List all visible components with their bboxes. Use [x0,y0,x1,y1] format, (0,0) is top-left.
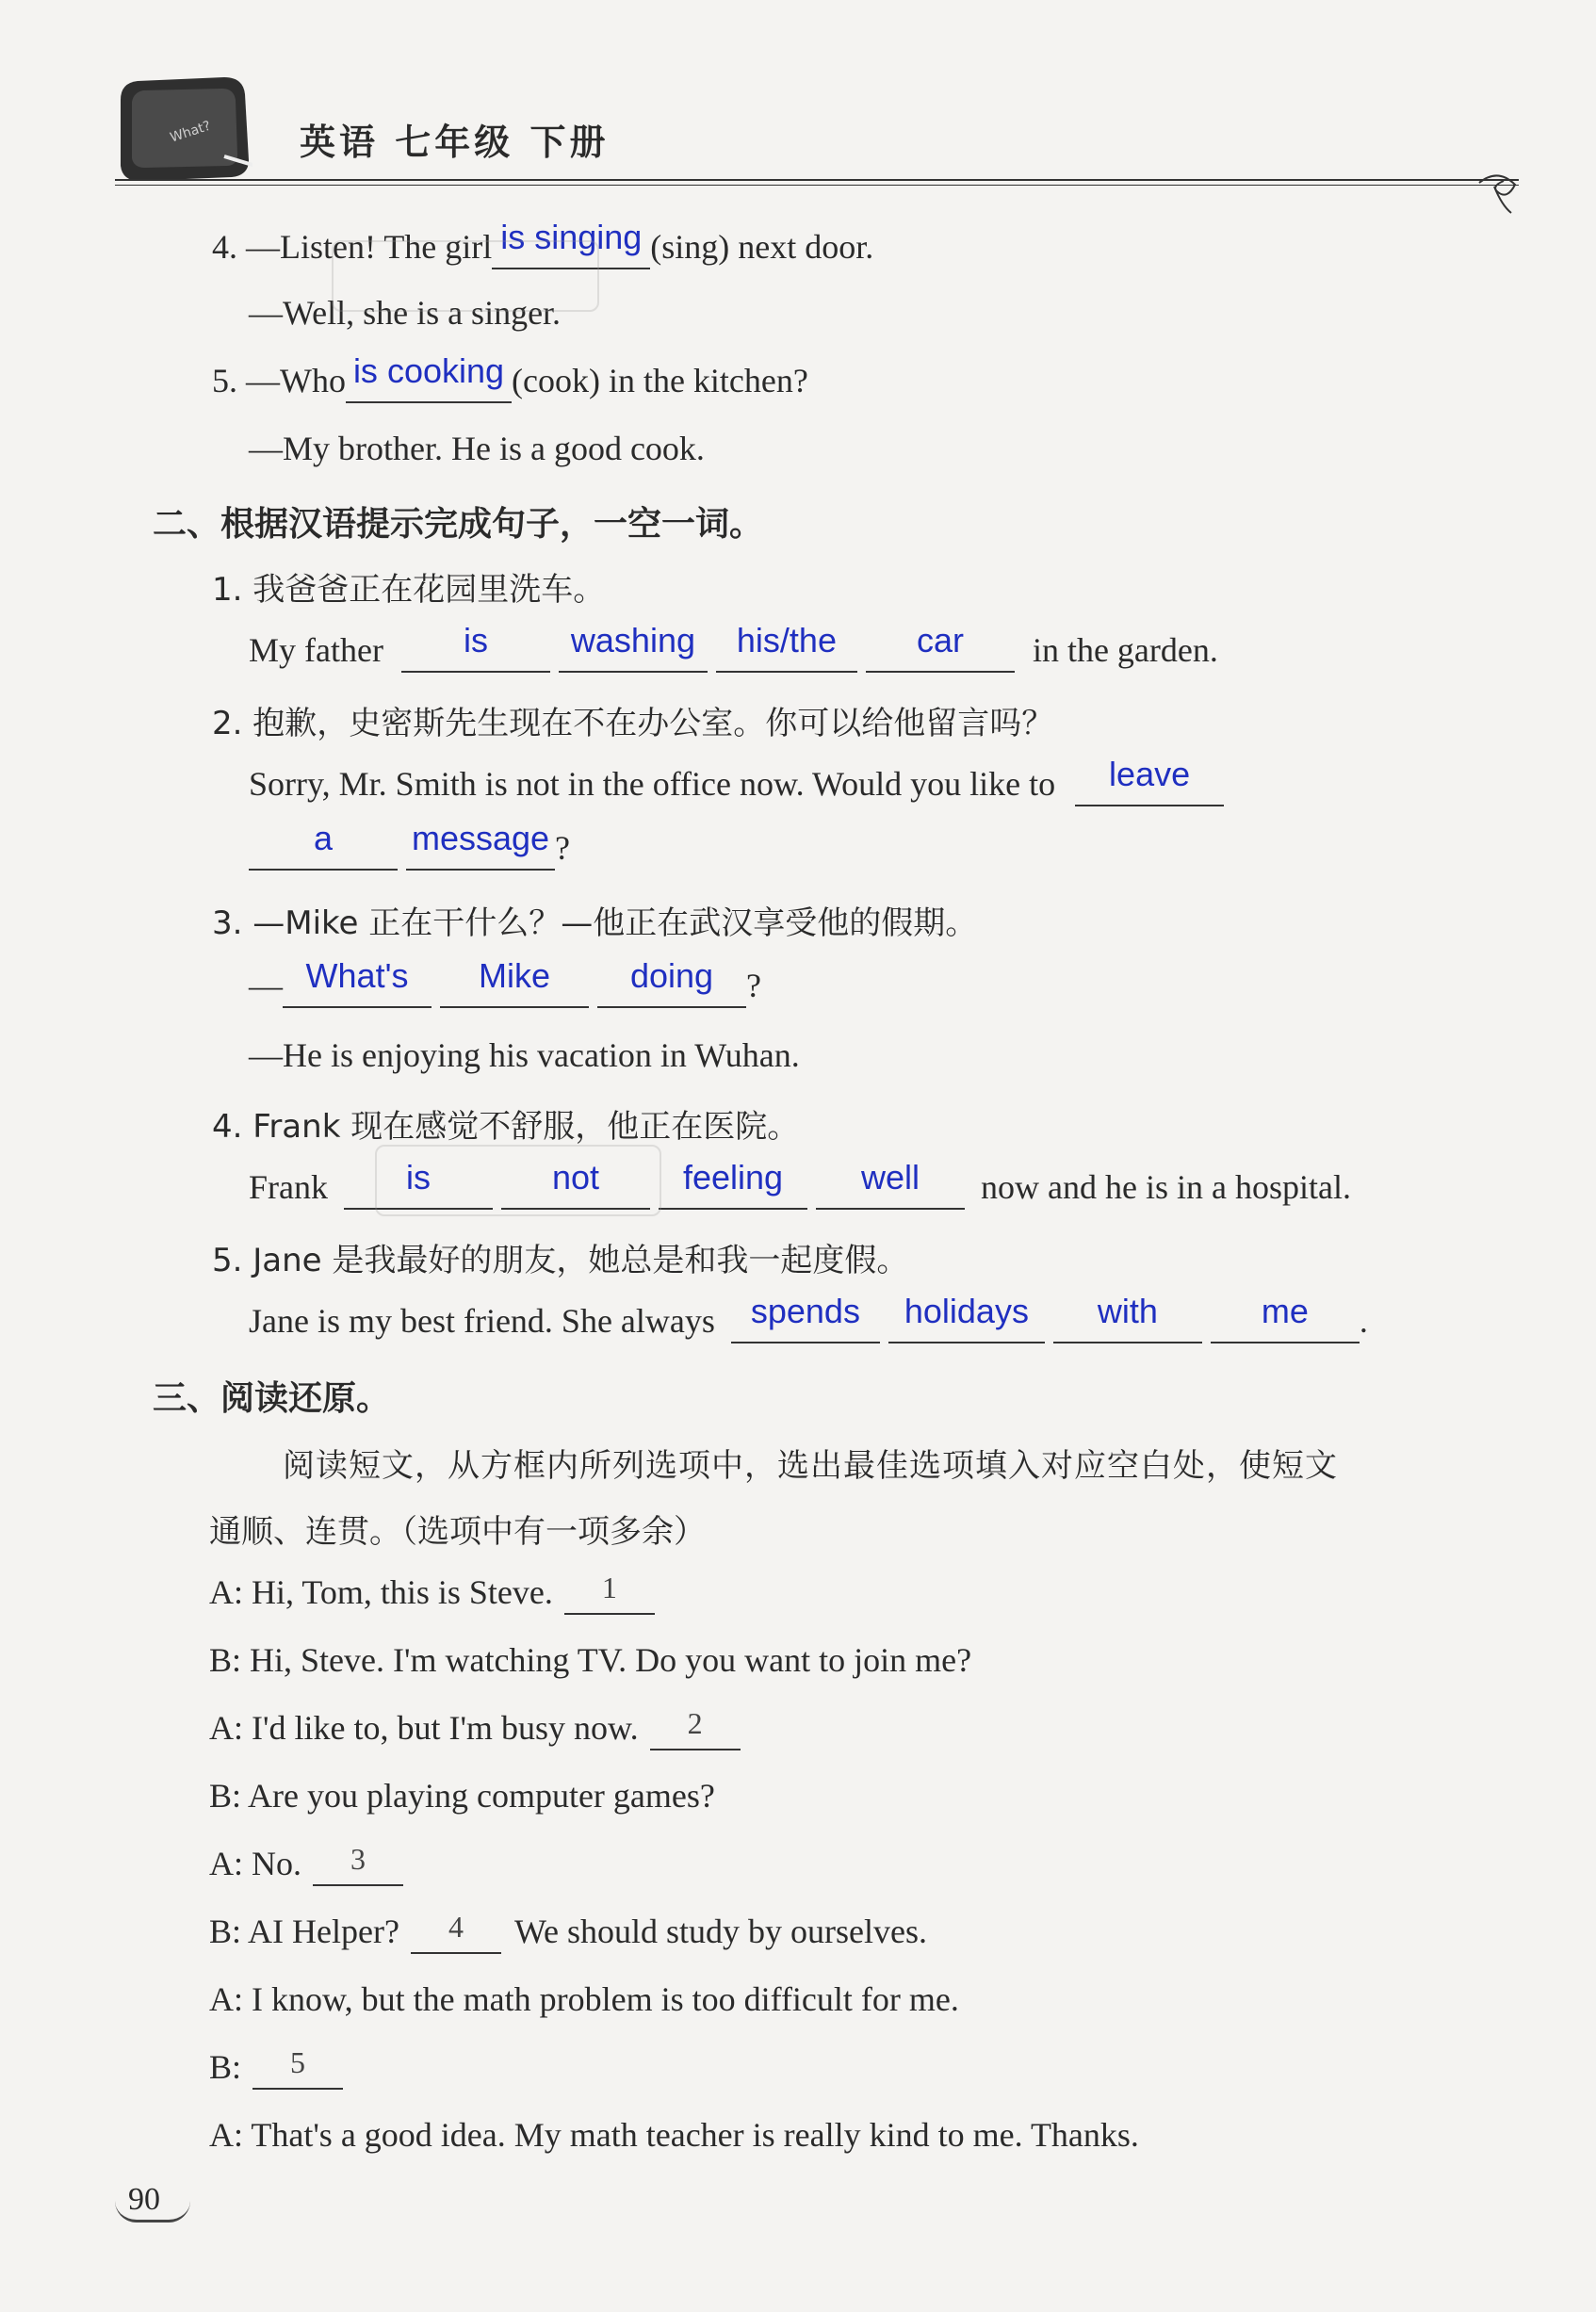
s2-q2-blank-3[interactable] [406,819,555,871]
s1-q5-answer: is cooking [352,351,505,390]
dialogue-text: B: Are you playing computer games? [209,1777,715,1815]
s2-q2-answer-2: a [313,819,334,857]
s2-q1-chinese: 1. 我爸爸正在花园里洗车。 [212,571,606,609]
s1-q5-line1 [212,351,808,403]
blank-number: 4 [448,1910,464,1944]
s2-q5-chinese: 5. Jane 是我最好的朋友，她总是和我一起度假。 [212,1242,909,1279]
section3-instruction-1: 阅读短文，从方框内所列选项中，选出最佳选项填入对应空白处，使短文 [283,1447,1338,1485]
dialogue-line [209,1571,655,1615]
s2-q3-chinese: 3. —Mike 正在干什么？—他正在武汉享受他的假期。 [212,904,978,942]
section3-instruction-2: 通顺、连贯。（选项中有一项多余） [209,1513,706,1551]
s1-q5-pre: 5. —Who [212,362,346,399]
dialogue-blank[interactable] [650,1707,741,1750]
s2-q2-post: ? [555,829,570,867]
header-blackboard-icon [111,73,252,193]
blank-number: 5 [290,2045,306,2079]
dialogue-blank[interactable] [313,1843,403,1886]
s2-q5-pre: Jane is my best friend. She always [249,1302,715,1340]
dialogue-text: A: I know, but the math problem is too difficult for me. [209,1980,959,2018]
s2-q2-chinese: 2. 抱歉，史密斯先生现在不在办公室。你可以给他留言吗？ [212,705,1054,742]
s1-q4-pre: 4. —Listen! The girl [212,228,493,266]
s2-q2-pre: Sorry, Mr. Smith is not in the office now. Would you like to [249,765,1056,803]
s2-q4-blank-3[interactable] [659,1158,807,1210]
s2-q5-blank-1[interactable] [731,1292,880,1343]
s2-q1-blank-1[interactable] [401,621,550,673]
s2-q3-english [249,956,761,1008]
s2-q3-answer-3: doing [629,956,714,995]
dialogue-line [209,1843,403,1886]
s2-q1-english [249,621,1218,673]
s1-q5-line2: —My brother. He is a good cook. [249,430,705,467]
s2-q2-blank-2[interactable] [249,819,398,871]
s2-q5-english [249,1292,1368,1343]
dialogue-line [209,1639,971,1681]
dialogue-text-after: We should study by ourselves. [513,1913,928,1950]
s1-q4-post: (sing) next door. [650,228,874,266]
s2-q5-blank-3[interactable] [1053,1292,1202,1343]
s1-q5-blank[interactable] [346,351,512,403]
s2-q4-blank-4[interactable] [816,1158,965,1210]
s1-q4-line2: —Well, she is a singer. [249,294,562,332]
s2-q5-answer-3: with [1097,1292,1158,1330]
dialogue-text: B: [209,2048,242,2086]
dialogue-text: A: That's a good idea. My math teacher is really kind to me. Thanks. [209,2116,1139,2154]
s2-q4-post: now and he is in a hospital. [981,1168,1351,1206]
s2-q1-answer-1: is [463,621,488,659]
s2-q1-blank-3[interactable] [716,621,857,673]
watermark-logo [375,1145,661,1216]
watermark-logo [332,240,599,312]
header-flourish-icon [1470,158,1526,223]
dialogue-line [209,1978,959,2020]
s2-q3-post: ? [746,967,761,1004]
s2-q5-answer-1: spends [750,1292,860,1330]
dialogue-blank[interactable] [411,1911,501,1954]
dialogue-text: A: I'd like to, but I'm busy now. [209,1709,639,1747]
s2-q4-answer-3: feeling [682,1158,784,1197]
s2-q5-post: . [1359,1302,1368,1340]
s2-q3-pre: — [249,967,283,1004]
s2-q1-answer-4: car [916,621,964,659]
s2-q4-chinese: 4. Frank 现在感觉不舒服，他正在医院。 [212,1108,800,1146]
s2-q1-answer-2: washing [570,621,695,659]
s2-q5-answer-4: me [1261,1292,1309,1330]
s2-q4-answer-4: well [860,1158,920,1197]
dialogue-blank[interactable] [252,2046,343,2090]
dialogue-text: A: No. [209,1845,301,1882]
s2-q1-answer-3: his/the [736,621,837,659]
s2-q3-blank-3[interactable] [597,956,746,1008]
dialogue-line [209,1707,741,1750]
s2-q5-blank-2[interactable] [888,1292,1045,1343]
header-rule [115,179,1519,186]
blank-number: 2 [687,1706,703,1740]
s2-q4-answer-1: is [406,1158,431,1197]
s2-q2-english [249,755,1224,806]
page-number-swoosh [115,2201,190,2222]
header-badge: What? [168,118,213,146]
s2-q3-answer-2: Mike [478,956,550,995]
s2-q5-answer-2: holidays [904,1292,1029,1330]
s2-q4-pre: Frank [249,1168,328,1206]
s2-q5-blank-4[interactable] [1211,1292,1360,1343]
s2-q1-post: in the garden. [1032,631,1218,669]
dialogue-text: B: Hi, Steve. I'm watching TV. Do you want to join me? [209,1641,972,1679]
s2-q4-answer-2: not [551,1158,600,1197]
dialogue-text: B: AI Helper? [209,1913,399,1950]
s2-q2-answer-1: leave [1109,755,1191,793]
dialogue-text: A: Hi, Tom, this is Steve. [209,1573,553,1611]
s2-q2-english-cont [249,819,570,871]
s2-q3-blank-2[interactable] [440,956,589,1008]
s1-q4-answer: is singing [500,218,643,256]
dialogue-line [209,2114,1139,2156]
s2-q1-blank-4[interactable] [866,621,1015,673]
dialogue-blank[interactable] [564,1571,655,1615]
dialogue-line [209,1775,715,1816]
page-header-title: 英语 七年级 下册 [300,122,610,163]
s2-q3-reply: —He is enjoying his vacation in Wuhan. [249,1036,800,1074]
page-number: 90 [128,2182,160,2217]
s1-q5-post: (cook) in the kitchen? [511,362,808,399]
blank-number: 3 [350,1842,366,1876]
dialogue-line [209,1911,927,1954]
dialogue-line [209,2046,343,2090]
section2-heading: 二、根据汉语提示完成句子，一空一词。 [153,505,764,544]
s2-q2-blank-1[interactable] [1075,755,1224,806]
s2-q3-blank-1[interactable] [283,956,432,1008]
blank-number: 1 [601,1571,617,1604]
section3-heading: 三、阅读还原。 [153,1379,391,1418]
s2-q1-pre: My father [249,631,383,669]
s2-q2-answer-3: message [411,819,550,857]
s2-q3-answer-1: What's [305,956,409,995]
s2-q1-blank-2[interactable] [559,621,708,673]
